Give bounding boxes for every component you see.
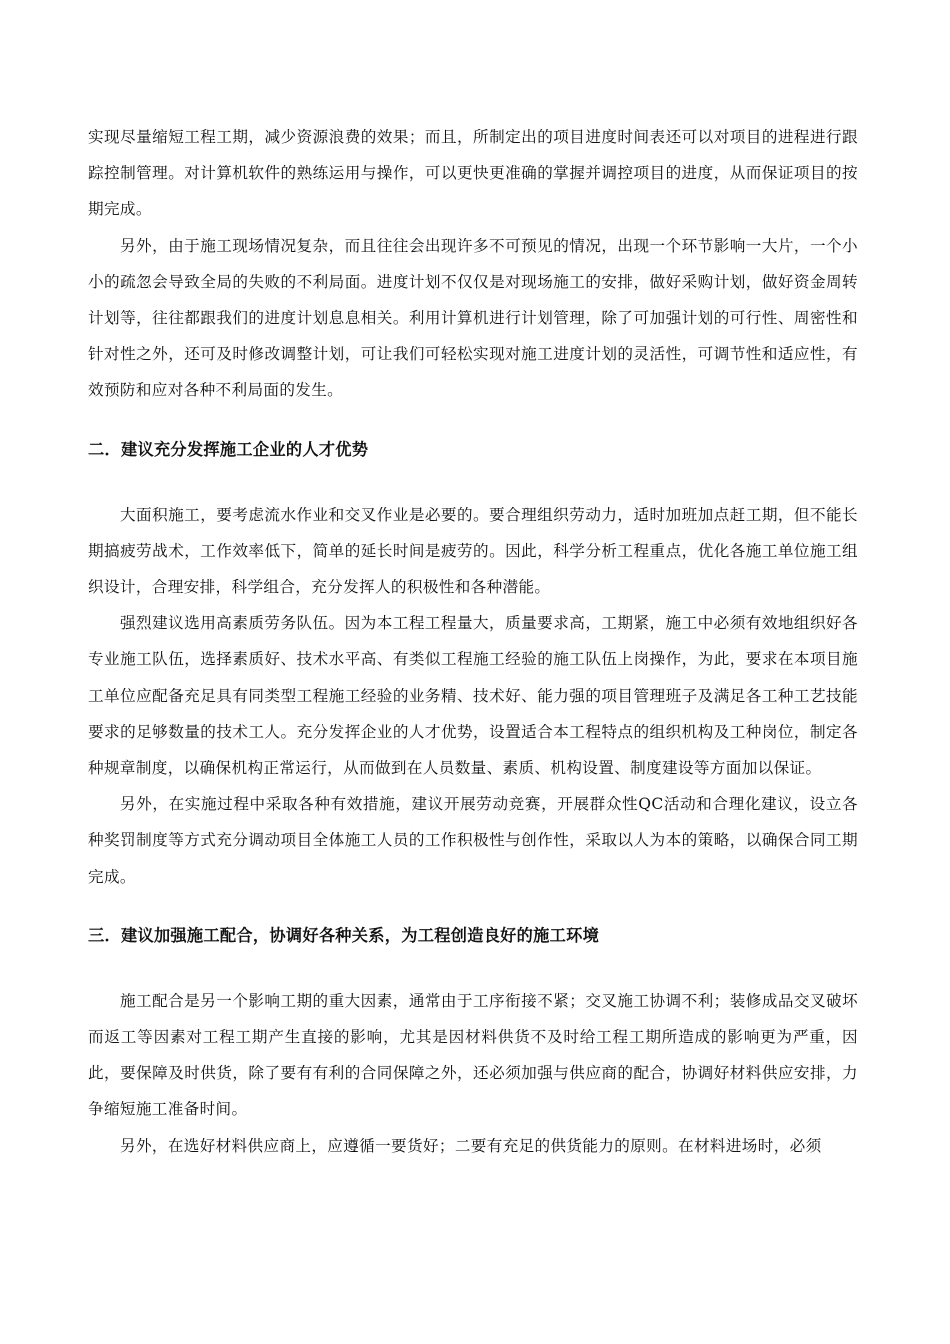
paragraph-construction-coordination: 施工配合是另一个影响工期的重大因素，通常由于工序衔接不紧；交叉施工协调不利；装修成品交叉破坏而返工等因素对工程工期产生直接的影响，尤其是因材料供货不及时给工程工期所造成的影响更为严重，因此，要保障及时供货，除了要有有利的合同保障之外，还必须加强与供应商的配合，协调好材料供应安排，力争缩短施工准备时间。 bbox=[88, 991, 858, 1119]
section-heading-coordination: 三．建议加强施工配合，协调好各种关系，为工程创造良好的施工环境 bbox=[88, 925, 600, 945]
paragraph-supplier-selection: 另外，在选好材料供应商上，应遵循一要货好；二要有充足的供货能力的原则。在材料进场时，必须 bbox=[120, 1136, 822, 1155]
paragraph-schedule-control: 实现尽量缩短工程工期，减少资源浪费的效果；而且，所制定出的项目进度时间表还可以对项目的进程进行跟踪控制管理。对计算机软件的熟练运用与操作，可以更快更准确的掌握并调控项目的进度，从而保证项目的按期完成。 bbox=[88, 128, 858, 219]
paragraph-labor-team: 强烈建议选用高素质劳务队伍。因为本工程工程量大，质量要求高，工期紧，施工中必须有效地组织好各专业施工队伍，选择素质好、技术水平高、有类似工程施工经验的施工队伍上岗操作，为此，要求在本项目施工单位应配备充足具有同类型工程施工经验的业务精、技术好、能力强的项目管理班子及满足各工种工艺技能要求的足够数量的技术工人。充分发挥企业的人才优势，设置适合本工程特点的组织机构及工种岗位，制定各种规章制度，以确保机构正常运行，从而做到在人员数量、素质、机构设置、制度建设等方面加以保证。 bbox=[88, 614, 858, 778]
paragraph-incentives: 另外，在实施过程中采取各种有效措施，建议开展劳动竞赛，开展群众性QC活动和合理化建议，设立各种奖罚制度等方式充分调动项目全体施工人员的工作积极性与创作性，采取以人为本的策略，以确保合同工期完成。 bbox=[88, 795, 858, 886]
paragraph-site-complexity: 另外，由于施工现场情况复杂，而且往往会出现许多不可预见的情况，出现一个环节影响一大片，一个小小的疏忽会导致全局的失败的不利局面。进度计划不仅仅是对现场施工的安排，做好采购计划，做好资金周转计划等，往往都跟我们的进度计划息息相关。利用计算机进行计划管理，除了可加强计划的可行性、周密性和针对性之外，还可及时修改调整计划，可让我们可轻松实现对施工进度计划的灵活性，可调节性和适应性，有效预防和应对各种不利局面的发生。 bbox=[88, 236, 858, 400]
section-heading-talent: 二．建议充分发挥施工企业的人才优势 bbox=[88, 439, 369, 459]
paragraph-flow-operations: 大面积施工，要考虑流水作业和交叉作业是必要的。要合理组织劳动力，适时加班加点赶工期，但不能长期搞疲劳战术，工作效率低下，简单的延长时间是疲劳的。因此，科学分析工程重点，优化各施工单位施工组织设计，合理安排，科学组合，充分发挥人的积极性和各种潜能。 bbox=[88, 505, 858, 597]
